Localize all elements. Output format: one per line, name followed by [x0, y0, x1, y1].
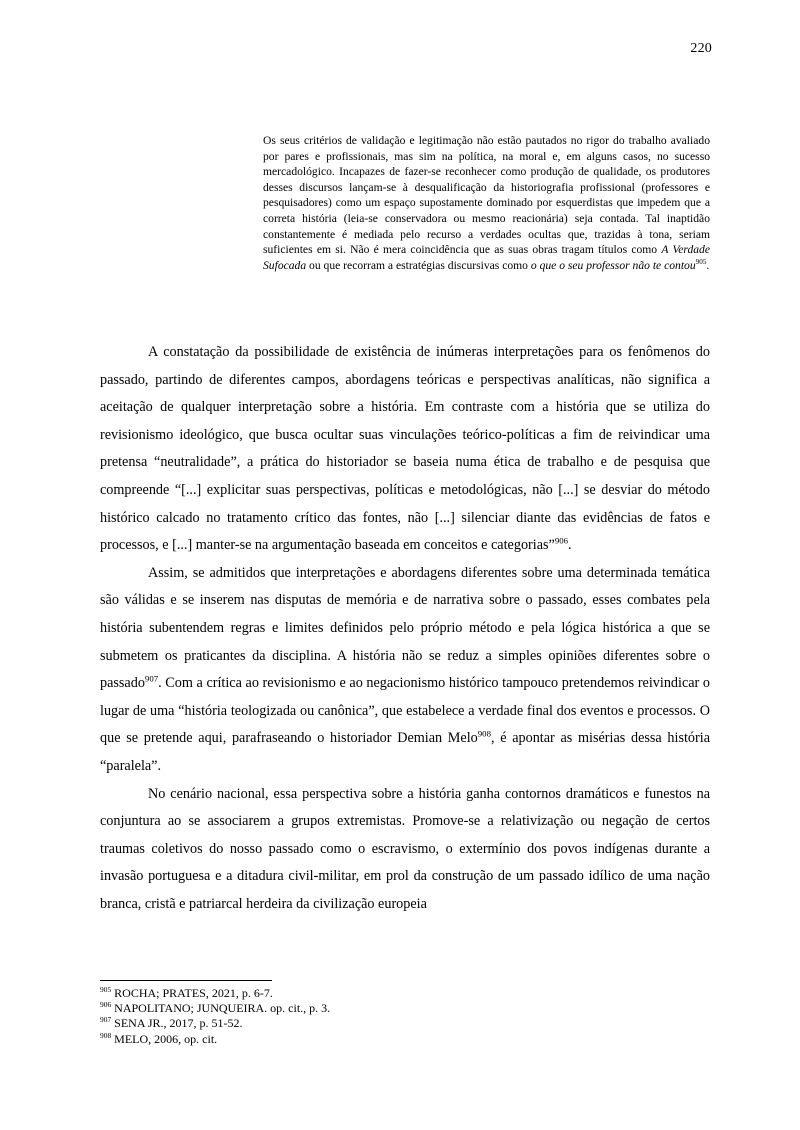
paragraph-text: A constatação da possibilidade de existência de inúmeras interpretações para os fenômenos do passado, partindo de diferentes campos, abordagens teóricas e perspectivas analíticas, não significa a aceitação de qualquer interpretação sobre a história. Em contraste com a história que se utiliza do revisionismo ideológico, que busca ocultar suas vinculações teórico-políticas a fim de reivindicar uma pretensa “neutralidade”, a prática do historiador se baseia numa ética de trabalho e de pesquisa que compreende “[...] explicitar suas perspectivas, políticas e metodológicas, não [...] se desviar do método histórico calcado no tratamento crítico das fontes, não [...] silenciar diante das evidências de fatos e processos, e [...] manter-se na argumentação baseada em conceitos e categorias”	[100, 344, 710, 554]
footnote-ref-905: 905	[695, 257, 707, 266]
quote-italic-phrase: o que o seu professor não te contou	[530, 258, 696, 272]
quote-text: Os seus critérios de validação e legitimação não estão pautados no rigor do trabalho avaliado por pares e profissionais, mas sim na política, na moral e, em alguns casos, no sucesso mercadológico. Incapazes de fazer-se reconhecer como produção de qualidade, os produtores desses discursos lançam-se à desqualificação da historiografia profissional (professores e pesquisadores) como um espaço supostamente dominado por esquerdistas que impedem que a correta história (leia-se conservadora ou mesmo reacionária) seja contada. Tal inaptidão constantemente é mediada pelo recurso a verdades ocultas que, trazidas à tona, seriam suficientes em si. Não é mera coincidência que as suas obras tragam títulos como	[263, 134, 710, 257]
paragraph-text: .	[568, 537, 572, 554]
quote-text: .	[706, 258, 710, 272]
footnote-number: 905	[100, 985, 112, 994]
footnote-text: ROCHA; PRATES, 2021, p. 6-7.	[111, 986, 273, 1000]
footnote-item	[100, 1016, 710, 1031]
page-number: 220	[690, 41, 712, 56]
footnote-separator	[100, 980, 272, 981]
paragraph-text: Assim, se admitidos que interpretações e abordagens diferentes sobre uma determinada temática são válidas e se inserem nas disputas de memória e de narrativa sobre o passado, esses combates pela história subentendem regras e limites definidos pelo próprio método e pela lógica histórica a que se submetem os praticantes da disciplina. A história não se reduz a simples opiniões diferentes sobre o passado	[100, 564, 710, 692]
footnote-ref-908: 908	[477, 728, 491, 739]
paragraph-text: . Com a crítica ao revisionismo e ao negacionismo histórico tampouco pretendemos reivindicar o lugar de uma “história teologizada ou canônica”, que estabelece a verdade final dos eventos e processos. O que se pretende aqui, parafraseando o historiador Demian Melo	[100, 675, 710, 747]
footnote-text: NAPOLITANO; JUNQUEIRA. op. cit., p. 3.	[111, 1001, 331, 1016]
block-quote	[263, 133, 710, 273]
footnotes-section	[100, 980, 710, 1047]
footnote-number: 907	[100, 1015, 112, 1025]
footnote-item	[100, 986, 710, 1001]
paragraph-text: , é apontar as misérias dessa história “paralela”.	[100, 730, 710, 774]
paragraph-2	[100, 560, 710, 781]
paragraph-text: No cenário nacional, essa perspectiva sobre a história ganha contornos dramáticos e funestos na conjuntura ao se associarem a grupos extremistas. Promove-se a relativização ou negação de certos traumas coletivos do nosso passado como o escravismo, o extermínio dos povos indígenas durante a invasão portuguesa e a ditadura civil-militar, em prol da construção de um passado idílico de uma nação branca, cristã e patriarcal herdeira da civilização europeia	[100, 785, 710, 912]
paragraph-3	[100, 781, 710, 919]
footnote-ref-906: 906	[554, 535, 569, 546]
paragraph-1	[100, 339, 710, 560]
footnote-number: 908	[100, 1030, 112, 1040]
footnote-item	[100, 1032, 710, 1047]
footnote-item	[100, 1001, 710, 1016]
footnote-text: MELO, 2006, op. cit.	[111, 1031, 218, 1046]
footnote-ref-907: 907	[144, 673, 159, 684]
footnote-number: 906	[100, 1000, 112, 1010]
quote-text: ou que recorram a estratégias discursivas como	[306, 258, 531, 272]
quote-italic-title: A Verdade Sufocada	[263, 243, 710, 272]
body-text	[100, 339, 710, 918]
footnote-text: SENA JR., 2017, p. 51-52.	[111, 1016, 243, 1031]
